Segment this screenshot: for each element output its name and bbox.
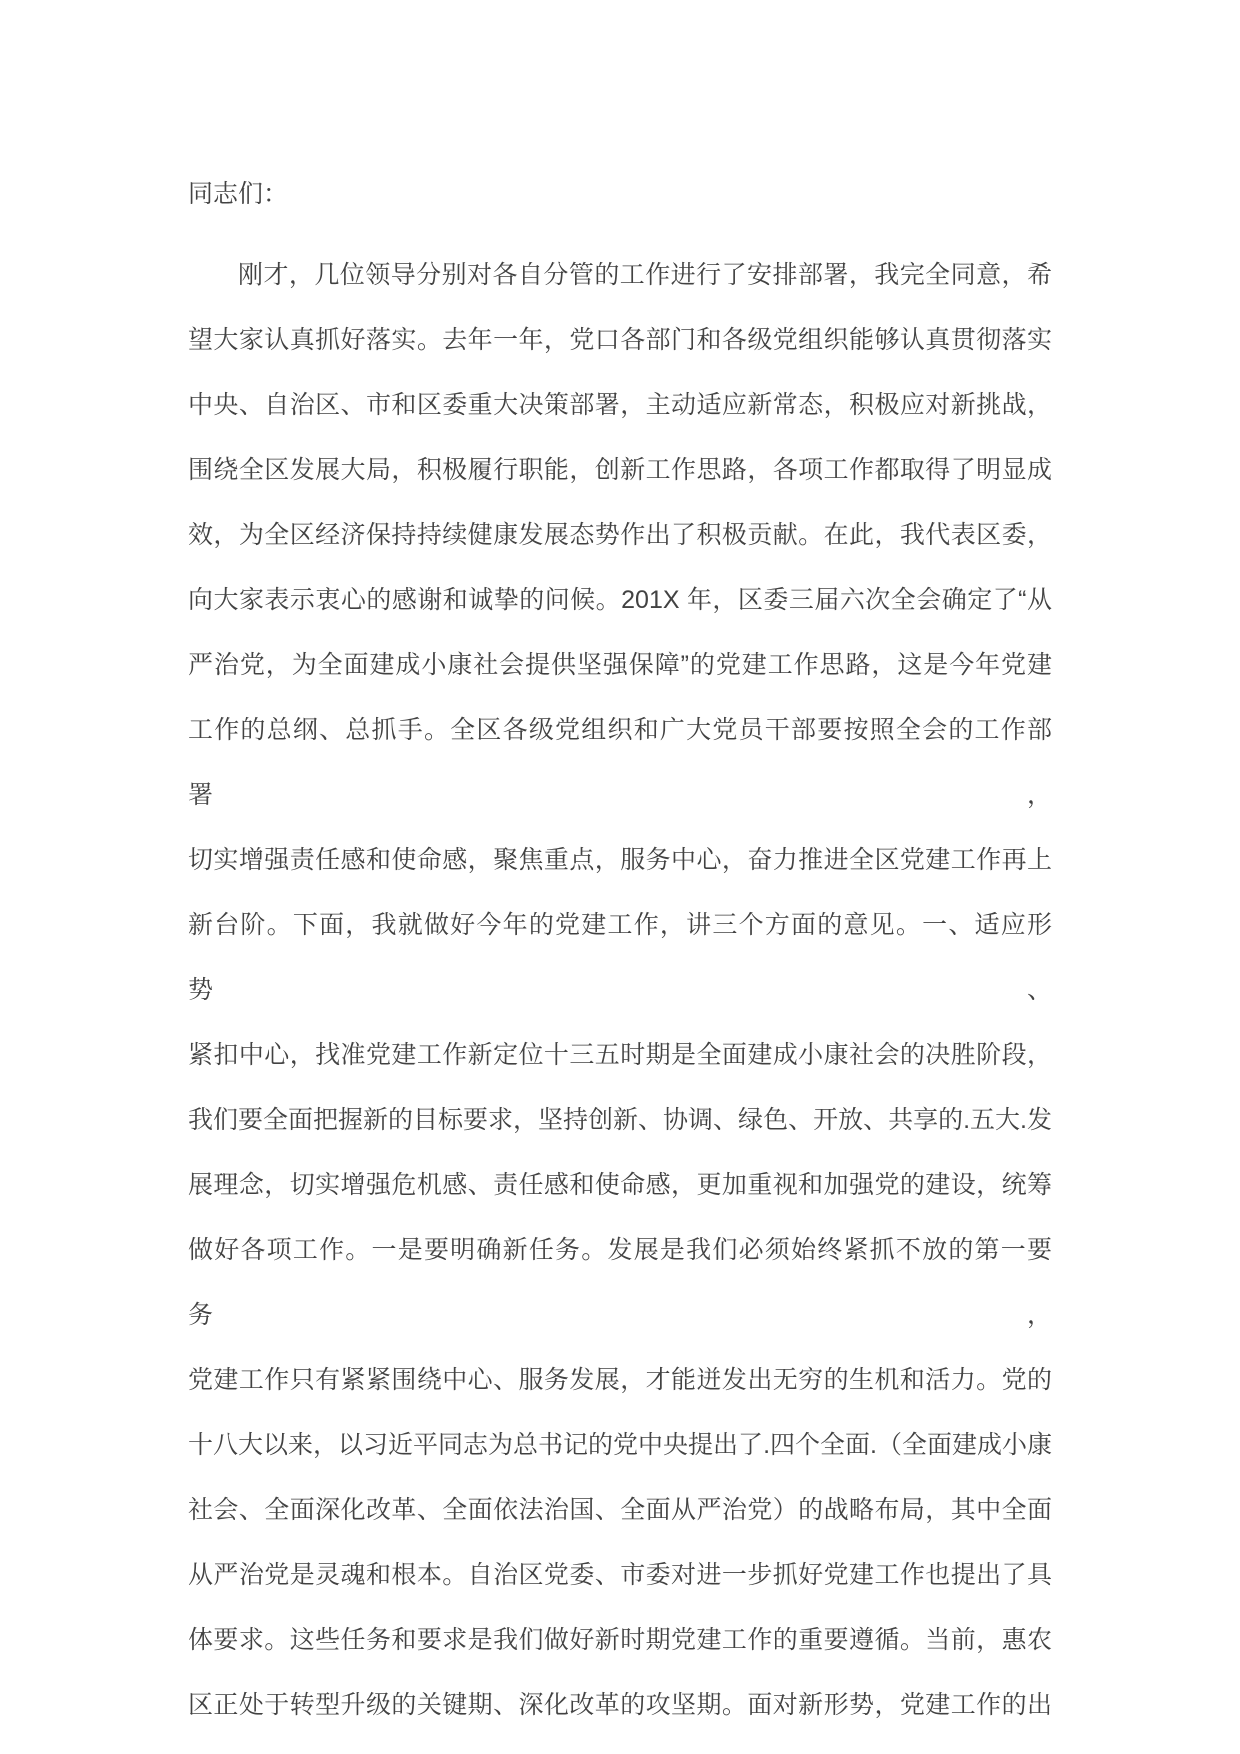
salutation-line: 同志们： [188,180,289,208]
paragraph-line: 切实增强责任感和使命感，聚焦重点，服务中心，奋力推进全区党建工作再上 [188,846,1052,874]
paragraph-line: 工作的总纲、总抓手。全区各级党组织和广大党员干部要按照全会的工作部署， [188,716,1052,809]
paragraph-line: 新台阶。下面，我就做好今年的党建工作，讲三个方面的意见。一、适应形势、 [188,911,1052,1004]
paragraph-line: 效，为全区经济保持持续健康发展态势作出了积极贡献。在此，我代表区委， [188,521,1052,549]
paragraph-line: 围绕全区发展大局，积极履行职能，创新工作思路，各项工作都取得了明显成 [188,456,1052,484]
paragraph-line: 向大家表示衷心的感谢和诚挚的问候。201X 年，区委三届六次全会确定了“从 [188,586,1052,614]
body-paragraph [188,243,1052,1738]
paragraph-line: 我们要全面把握新的目标要求，坚持创新、协调、绿色、开放、共享的.五大.发 [188,1106,1052,1134]
paragraph-line: 中央、自治区、市和区委重大决策部署，主动适应新常态，积极应对新挑战， [188,391,1052,419]
paragraph-line: 望大家认真抓好落实。去年一年，党口各部门和各级党组织能够认真贯彻落实 [188,326,1052,354]
paragraph-line: 区正处于转型升级的关键期、深化改革的攻坚期。面对新形势，党建工作的出 [188,1691,1052,1719]
paragraph-line: 社会、全面深化改革、全面依法治国、全面从严治党）的战略布局，其中全面 [188,1496,1052,1524]
paragraph-line: 党建工作只有紧紧围绕中心、服务发展，才能迸发出无穷的生机和活力。党的 [188,1366,1052,1394]
paragraph-line: 展理念，切实增强危机感、责任感和使命感，更加重视和加强党的建设，统筹 [188,1171,1052,1199]
paragraph-line: 严治党，为全面建成小康社会提供坚强保障”的党建工作思路，这是今年党建 [188,651,1052,679]
paragraph-line: 紧扣中心，找准党建工作新定位十三五时期是全面建成小康社会的决胜阶段， [188,1041,1052,1069]
paragraph-line: 做好各项工作。一是要明确新任务。发展是我们必须始终紧抓不放的第一要务， [188,1236,1052,1329]
paragraph-line: 体要求。这些任务和要求是我们做好新时期党建工作的重要遵循。当前，惠农 [188,1626,1052,1654]
paragraph-line: 从严治党是灵魂和根本。自治区党委、市委对进一步抓好党建工作也提出了具 [188,1561,1052,1589]
paragraph-line: 刚才，几位领导分别对各自分管的工作进行了安排部署，我完全同意，希 [238,261,1052,289]
paragraph-line: 十八大以来，以习近平同志为总书记的党中央提出了.四个全面.（全面建成小康 [188,1431,1052,1459]
